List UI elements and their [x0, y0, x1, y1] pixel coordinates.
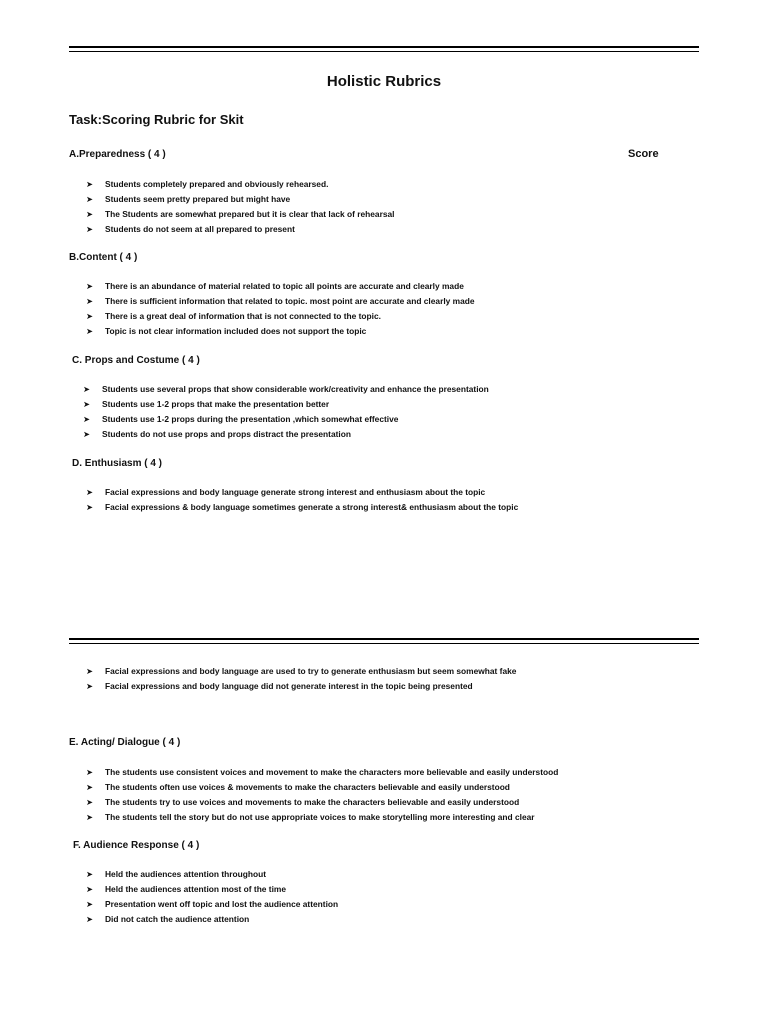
- arrow-bullet-icon: ➤: [86, 311, 94, 321]
- list-item-text: Students use several props that show considerable work/creativity and enhance the presentation: [102, 384, 489, 394]
- arrow-bullet-icon: ➤: [86, 797, 94, 807]
- list-item: [86, 500, 518, 515]
- list-item: [86, 867, 338, 882]
- list-item-text: Students seem pretty prepared but might have: [105, 194, 291, 204]
- list-item: [86, 780, 558, 795]
- list-item: [86, 207, 395, 222]
- list-item-text: There is sufficient information that related to topic. most point are accurate and clearly made: [105, 296, 475, 306]
- arrow-bullet-icon: ➤: [86, 502, 94, 512]
- list-item: [86, 177, 395, 192]
- list-item-text: There is a great deal of information that is not connected to the topic.: [105, 311, 381, 321]
- list-item: [86, 795, 558, 810]
- list-item: [83, 427, 489, 442]
- arrow-bullet-icon: ➤: [86, 914, 94, 924]
- arrow-bullet-icon: ➤: [83, 399, 91, 409]
- list-item-text: Students do not use props and props distract the presentation: [102, 429, 351, 439]
- list-item-text: There is an abundance of material related to topic all points are accurate and clearly made: [105, 281, 464, 291]
- section-c-heading: C. Props and Costume ( 4 ): [72, 355, 200, 366]
- list-item: [86, 810, 558, 825]
- arrow-bullet-icon: ➤: [86, 666, 94, 676]
- section-a-heading: A.Preparedness ( 4 ): [69, 149, 166, 160]
- arrow-bullet-icon: ➤: [86, 209, 94, 219]
- section-e-heading: E. Acting/ Dialogue ( 4 ): [69, 737, 181, 748]
- list-item: [86, 882, 338, 897]
- section-d-list-continued: [86, 664, 516, 694]
- section-a-list: [86, 177, 395, 237]
- list-item-text: Topic is not clear information included does not support the topic: [105, 326, 367, 336]
- section-b-heading: B.Content ( 4 ): [69, 252, 138, 263]
- section-c-list: [83, 382, 489, 442]
- arrow-bullet-icon: ➤: [86, 884, 94, 894]
- section-f-heading: F. Audience Response ( 4 ): [73, 840, 200, 851]
- list-item: [86, 664, 516, 679]
- arrow-bullet-icon: ➤: [86, 179, 94, 189]
- list-item: [86, 309, 475, 324]
- list-item-text: Presentation went off topic and lost the audience attention: [105, 899, 339, 909]
- list-item: [86, 192, 395, 207]
- arrow-bullet-icon: ➤: [86, 224, 94, 234]
- page-title: Holistic Rubrics: [326, 73, 442, 90]
- task-heading: Task:Scoring Rubric for Skit: [69, 112, 244, 127]
- arrow-bullet-icon: ➤: [86, 899, 94, 909]
- list-item: [83, 397, 489, 412]
- arrow-bullet-icon: ➤: [86, 681, 94, 691]
- arrow-bullet-icon: ➤: [86, 281, 94, 291]
- list-item-text: The students tell the story but do not use appropriate voices to make storytelling more interesting and clear: [105, 812, 535, 822]
- section-b-list: [86, 279, 475, 339]
- list-item-text: The students try to use voices and movements to make the characters believable and easily understood: [105, 797, 520, 807]
- list-item-text: Facial expressions and body language did not generate interest in the topic being presented: [105, 681, 473, 691]
- list-item: [83, 412, 489, 427]
- arrow-bullet-icon: ➤: [86, 869, 94, 879]
- list-item: [86, 279, 475, 294]
- arrow-bullet-icon: ➤: [86, 296, 94, 306]
- section-d-list: [86, 485, 518, 515]
- list-item-text: Students use 1-2 props during the presentation ,which somewhat effective: [102, 414, 399, 424]
- list-item: [86, 897, 338, 912]
- section-e-list: [86, 765, 558, 825]
- arrow-bullet-icon: ➤: [83, 384, 91, 394]
- arrow-bullet-icon: ➤: [86, 767, 94, 777]
- list-item-text: The Students are somewhat prepared but it is clear that lack of rehearsal: [105, 209, 395, 219]
- list-item: [86, 912, 338, 927]
- list-item-text: Facial expressions & body language sometimes generate a strong interest& enthusiasm about the topic: [105, 502, 519, 512]
- list-item-text: The students use consistent voices and movement to make the characters more believable and easily understood: [105, 767, 559, 777]
- top-rule: [69, 46, 699, 52]
- arrow-bullet-icon: ➤: [86, 812, 94, 822]
- arrow-bullet-icon: ➤: [86, 326, 94, 336]
- page-break-rule: [69, 638, 699, 644]
- list-item-text: Facial expressions and body language generate strong interest and enthusiasm about the topic: [105, 487, 486, 497]
- list-item-text: Held the audiences attention most of the time: [105, 884, 287, 894]
- list-item: [86, 485, 518, 500]
- list-item-text: Held the audiences attention throughout: [105, 869, 266, 879]
- list-item: [86, 222, 395, 237]
- list-item: [86, 324, 475, 339]
- list-item: [83, 382, 489, 397]
- score-label: Score: [628, 148, 659, 160]
- arrow-bullet-icon: ➤: [86, 487, 94, 497]
- arrow-bullet-icon: ➤: [83, 429, 91, 439]
- arrow-bullet-icon: ➤: [86, 782, 94, 792]
- list-item-text: Did not catch the audience attention: [105, 914, 250, 924]
- arrow-bullet-icon: ➤: [86, 194, 94, 204]
- arrow-bullet-icon: ➤: [83, 414, 91, 424]
- list-item-text: Facial expressions and body language are used to try to generate enthusiasm but seem somewhat fake: [105, 666, 517, 676]
- section-d-heading: D. Enthusiasm ( 4 ): [72, 458, 163, 469]
- list-item-text: Students do not seem at all prepared to present: [105, 224, 295, 234]
- list-item-text: The students often use voices & movements to make the characters believable and easily understood: [105, 782, 510, 792]
- list-item: [86, 294, 475, 309]
- list-item: [86, 765, 558, 780]
- list-item: [86, 679, 516, 694]
- list-item-text: Students completely prepared and obviously rehearsed.: [105, 179, 329, 189]
- section-f-list: [86, 867, 338, 927]
- list-item-text: Students use 1-2 props that make the presentation better: [102, 399, 330, 409]
